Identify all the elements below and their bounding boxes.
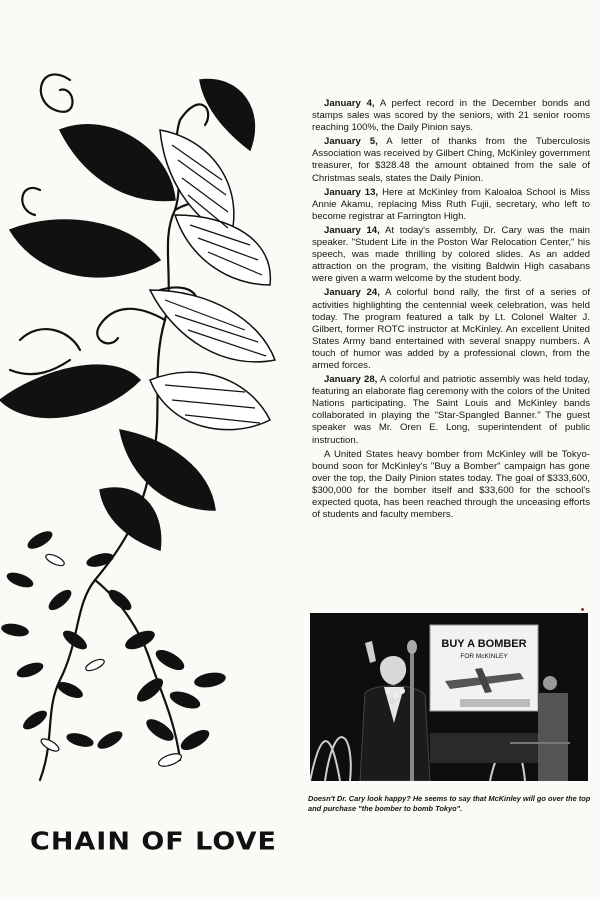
entry-jan-14 — [312, 225, 590, 285]
sign-title: BUY A BOMBER — [441, 638, 527, 650]
print-speck — [581, 608, 584, 611]
entry-text: A colorful and patriotic assembly was held today, featuring an elaborate flag ceremony with the colors of the United Nations participating. The Saint Louis and McKinley bands collaborated in playing the "Star-Spangled Banner." The guest speaker was Mr. Oren E. Long, superintendent of public instruction. — [312, 374, 590, 446]
entry-date: January 13, — [324, 186, 379, 198]
entry-date: January 24, — [324, 287, 380, 299]
photo-scene — [310, 613, 588, 781]
entry-date: January 14, — [324, 224, 380, 236]
entry-jan-13 — [312, 187, 590, 223]
entry-jan-28 — [312, 374, 590, 447]
entry-bomber — [312, 449, 590, 522]
news-column — [312, 98, 590, 523]
bomber-rally-photo — [310, 613, 588, 781]
entry-date: January 28, — [324, 374, 378, 386]
sign-subtitle: FOR McKINLEY — [460, 653, 508, 660]
entry-text: A United States heavy bomber from McKinley will be Tokyo-bound soon for McKinley's "Buy a Bomber" campaign has gone over the top, the Daily Pinion states today. The goal of $333,600, $300,000 for the bomber itself and $33,600 for the school's expected quota, has been reached through the unceasing efforts of students and faculty members. — [312, 448, 590, 521]
entry-jan-5 — [312, 136, 590, 184]
entry-jan-4 — [312, 98, 590, 134]
entry-jan-24 — [312, 287, 590, 372]
entry-text: Here at McKinley from Kaloaloa School is Miss Annie Akamu, replacing Miss Ruth Fujii, secretary, who left to become registrar at Farrington High. — [312, 186, 590, 222]
entry-date: January 5, — [324, 136, 378, 148]
page-title: CHAIN OF LOVE — [30, 827, 277, 856]
vine-illustration — [0, 40, 300, 800]
entry-text: A letter of thanks from the Tuberculosis Association was received by Gilbert Ching, McKinley government treasurer, for $328.48 the amount obtained from the sale of Christmas seals, states the Daily Pinion. — [312, 136, 590, 184]
entry-date: January 4, — [324, 98, 375, 109]
entry-text: A colorful bond rally, the first of a series of activities highlighting the centennial week celebration, was held today. The program featured a talk by Lt. Colonel Walter J. Gilbert, former ROTC instructor at McKinley. An excellent United States Army band entertained with several snappy numbers. A touch of humor was added by a professional clown, from the armed forces. — [312, 287, 590, 371]
photo-caption: Doesn't Dr. Cary look happy? He seems to say that McKinley will go over the top and purchase "the bomber to bomb Tokyo". — [308, 794, 591, 813]
entry-text: A perfect record in the December bonds and stamps sales was scored by the seniors, with 21 senior rooms reaching 100%, the Daily Pinion says. — [312, 98, 590, 134]
entry-text: At today's assembly, Dr. Cary was the main speaker. "Student Life in the Poston War Relocation Center," his speech, was made thrilling by colored slides. As an added attraction on the program, the visiting Baldwin High casabans were given a warm welcome by the student body. — [312, 224, 591, 285]
